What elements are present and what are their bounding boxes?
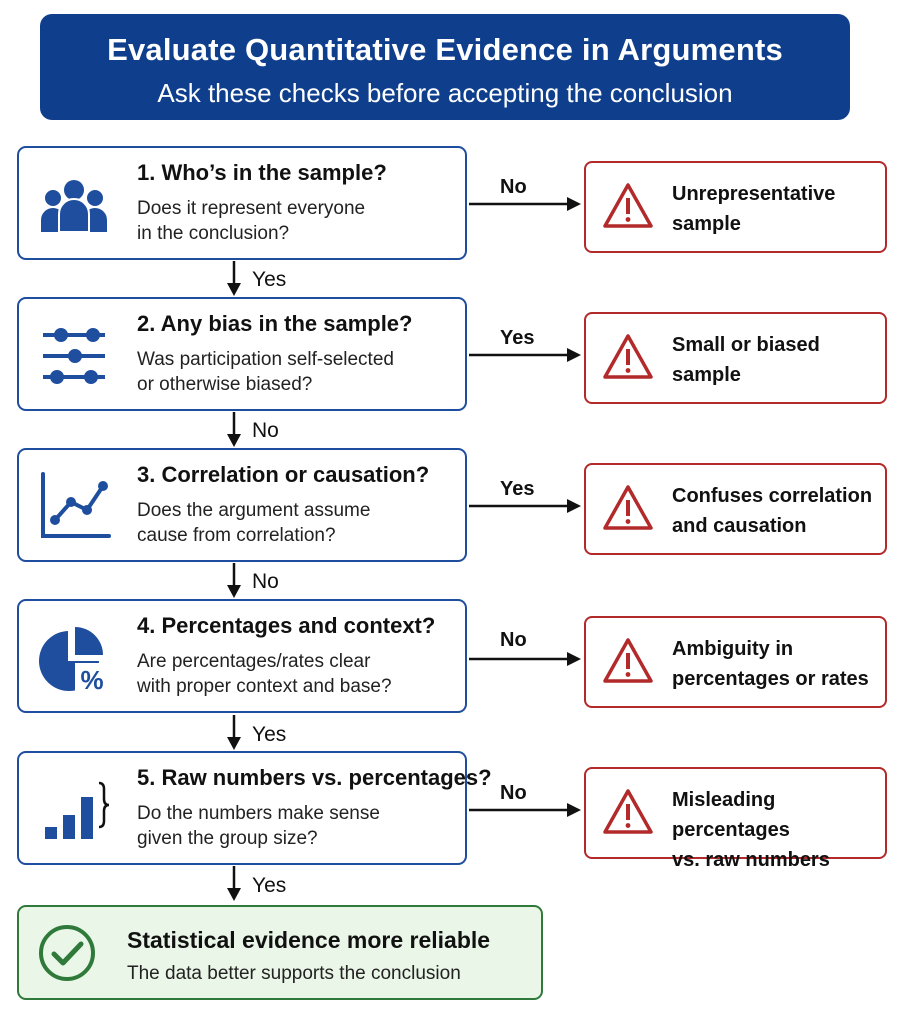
step-3-side-label: Yes <box>500 478 535 500</box>
step-1-down-arrow <box>224 261 244 297</box>
bar-chart-icon <box>37 775 111 845</box>
step-5-title: 5. Raw numbers vs. percentages? <box>137 765 492 790</box>
step-4-box <box>17 599 467 713</box>
step-3-side-arrow <box>469 496 583 516</box>
step-5-down-label: Yes <box>252 874 287 897</box>
people-icon <box>37 170 111 240</box>
step-1-down-label: Yes <box>252 268 287 291</box>
step-3-title: 3. Correlation or causation? <box>137 462 430 487</box>
warning-icon <box>602 332 654 380</box>
step-5-side-label: No <box>500 782 527 804</box>
step-3-result-text: Confuses correlation and causation <box>672 485 873 537</box>
step-3-box <box>17 448 467 562</box>
step-1-box <box>17 146 467 260</box>
step-4-description: Are percentages/rates clear with proper context and base? <box>137 651 392 697</box>
step-4-side-label: No <box>500 629 527 651</box>
step-2-down-arrow <box>224 412 244 448</box>
step-2-down-label: No <box>252 419 279 442</box>
step-4-result-box <box>584 616 887 708</box>
step-2-side-label: Yes <box>500 327 535 349</box>
step-3-result-box <box>584 463 887 555</box>
step-3-down-label: No <box>252 570 279 593</box>
warning-icon <box>602 787 654 835</box>
final-result-box <box>17 905 543 1000</box>
step-2-result-box <box>584 312 887 404</box>
step-3-down-arrow <box>224 563 244 599</box>
step-1-result-box <box>584 161 887 253</box>
step-5-side-arrow <box>469 800 583 820</box>
step-4-down-label: Yes <box>252 723 287 746</box>
step-2-result-text: Small or biased sample <box>672 334 820 386</box>
step-1-title: 1. Who’s in the sample? <box>137 160 387 185</box>
header-banner <box>40 14 850 120</box>
step-2-description: Was participation self-selected or otherwise biased? <box>137 349 394 395</box>
page-title: Evaluate Quantitative Evidence in Arguments <box>107 32 783 67</box>
sliders-icon <box>37 321 111 391</box>
step-4-title: 4. Percentages and context? <box>137 613 436 638</box>
pie-percent-icon <box>37 623 111 693</box>
warning-icon <box>602 483 654 531</box>
page-subtitle: Ask these checks before accepting the conclusion <box>157 78 733 108</box>
line-chart-icon <box>37 472 111 542</box>
step-5-result-text: Misleading percentages vs. raw numbers <box>672 789 830 871</box>
step-2-box <box>17 297 467 411</box>
step-4-side-arrow <box>469 649 583 669</box>
step-5-down-arrow <box>224 866 244 902</box>
step-1-result-text: Unrepresentative sample <box>672 183 836 235</box>
step-1-description: Does it represent everyone in the conclusion? <box>137 198 366 244</box>
step-5-description: Do the numbers make sense given the group size? <box>137 803 380 849</box>
step-2-side-arrow <box>469 345 583 365</box>
warning-icon <box>602 181 654 229</box>
final-title: Statistical evidence more reliable <box>127 927 491 953</box>
step-2-title: 2. Any bias in the sample? <box>137 311 413 336</box>
step-1-side-arrow <box>469 194 583 214</box>
step-5-box <box>17 751 492 865</box>
check-circle-icon <box>37 923 97 983</box>
step-4-down-arrow <box>224 715 244 751</box>
warning-icon <box>602 636 654 684</box>
step-5-result-box <box>584 767 887 871</box>
final-description: The data better supports the conclusion <box>127 963 461 984</box>
step-4-result-text: Ambiguity in percentages or rates <box>672 638 869 690</box>
svg-text:%: % <box>80 665 104 693</box>
step-3-description: Does the argument assume cause from correlation? <box>137 500 371 546</box>
step-1-side-label: No <box>500 176 527 198</box>
